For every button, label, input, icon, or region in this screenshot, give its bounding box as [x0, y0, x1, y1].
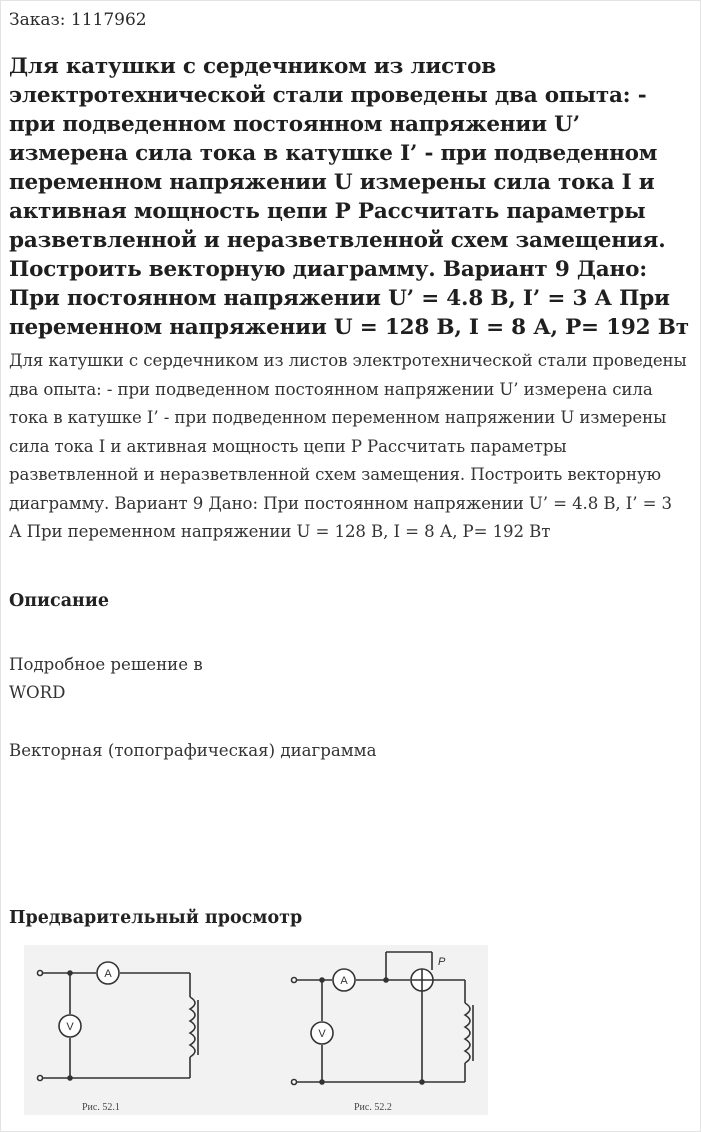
- order-number: Заказ: 1117962: [9, 10, 147, 30]
- description-line-3: Векторная (топографическая) диаграмма: [9, 741, 377, 760]
- circuit-diagrams: [24, 945, 488, 1115]
- description-line-1: Подробное решение в: [9, 655, 203, 674]
- voltmeter-1-label: V: [66, 1021, 74, 1033]
- page-title: Для катушки с сердечником из листов электротехнической стали проведены два опыта: - при подведенном постоянном напряжении U’ измерена сила тока в катушке I’ - при подведенном переменном напряжении U измерены сила тока I и активная мощность цепи P Рассчитать параметры разветвленной и неразветвленной схем замещения. Построить векторную диаграмму. Вариант 9 Дано: При постоянном напряжении U’ = 4.8 В, I’ = 3 А При переменном напряжении U = 128 В, I = 8 А, P= 192 Вт: [9, 54, 689, 340]
- ammeter-1-label: A: [104, 968, 112, 980]
- description-line-2: WORD: [9, 683, 66, 702]
- task-description: Для катушки с сердечником из листов электротехнической стали проведены два опыта: - при подведенном постоянном напряжении U’ измерена сила тока в катушке I’ - при подведенном переменном напряжении U измерены сила тока I и активная мощность цепи P Рассчитать параметры разветвленной и неразветвленной схем замещения. Построить векторную диаграмму. Вариант 9 Дано: При постоянном напряжении U’ = 4.8 В, I’ = 3 А При переменном напряжении U = 128 В, I = 8 А, P= 192 Вт: [9, 351, 687, 541]
- coil-2-symbol: [465, 1003, 470, 1063]
- caption-fig-2: Рис. 52.2: [354, 1102, 392, 1113]
- voltmeter-2-label: V: [318, 1028, 326, 1040]
- description-heading: Описание: [9, 591, 109, 611]
- preview-image: [24, 945, 488, 1115]
- caption-fig-1: Рис. 52.1: [82, 1102, 120, 1113]
- preview-heading: Предварительный просмотр: [9, 908, 303, 928]
- wattmeter-label: P: [438, 956, 446, 968]
- coil-1-symbol: [190, 997, 195, 1057]
- ammeter-2-label: A: [340, 975, 348, 987]
